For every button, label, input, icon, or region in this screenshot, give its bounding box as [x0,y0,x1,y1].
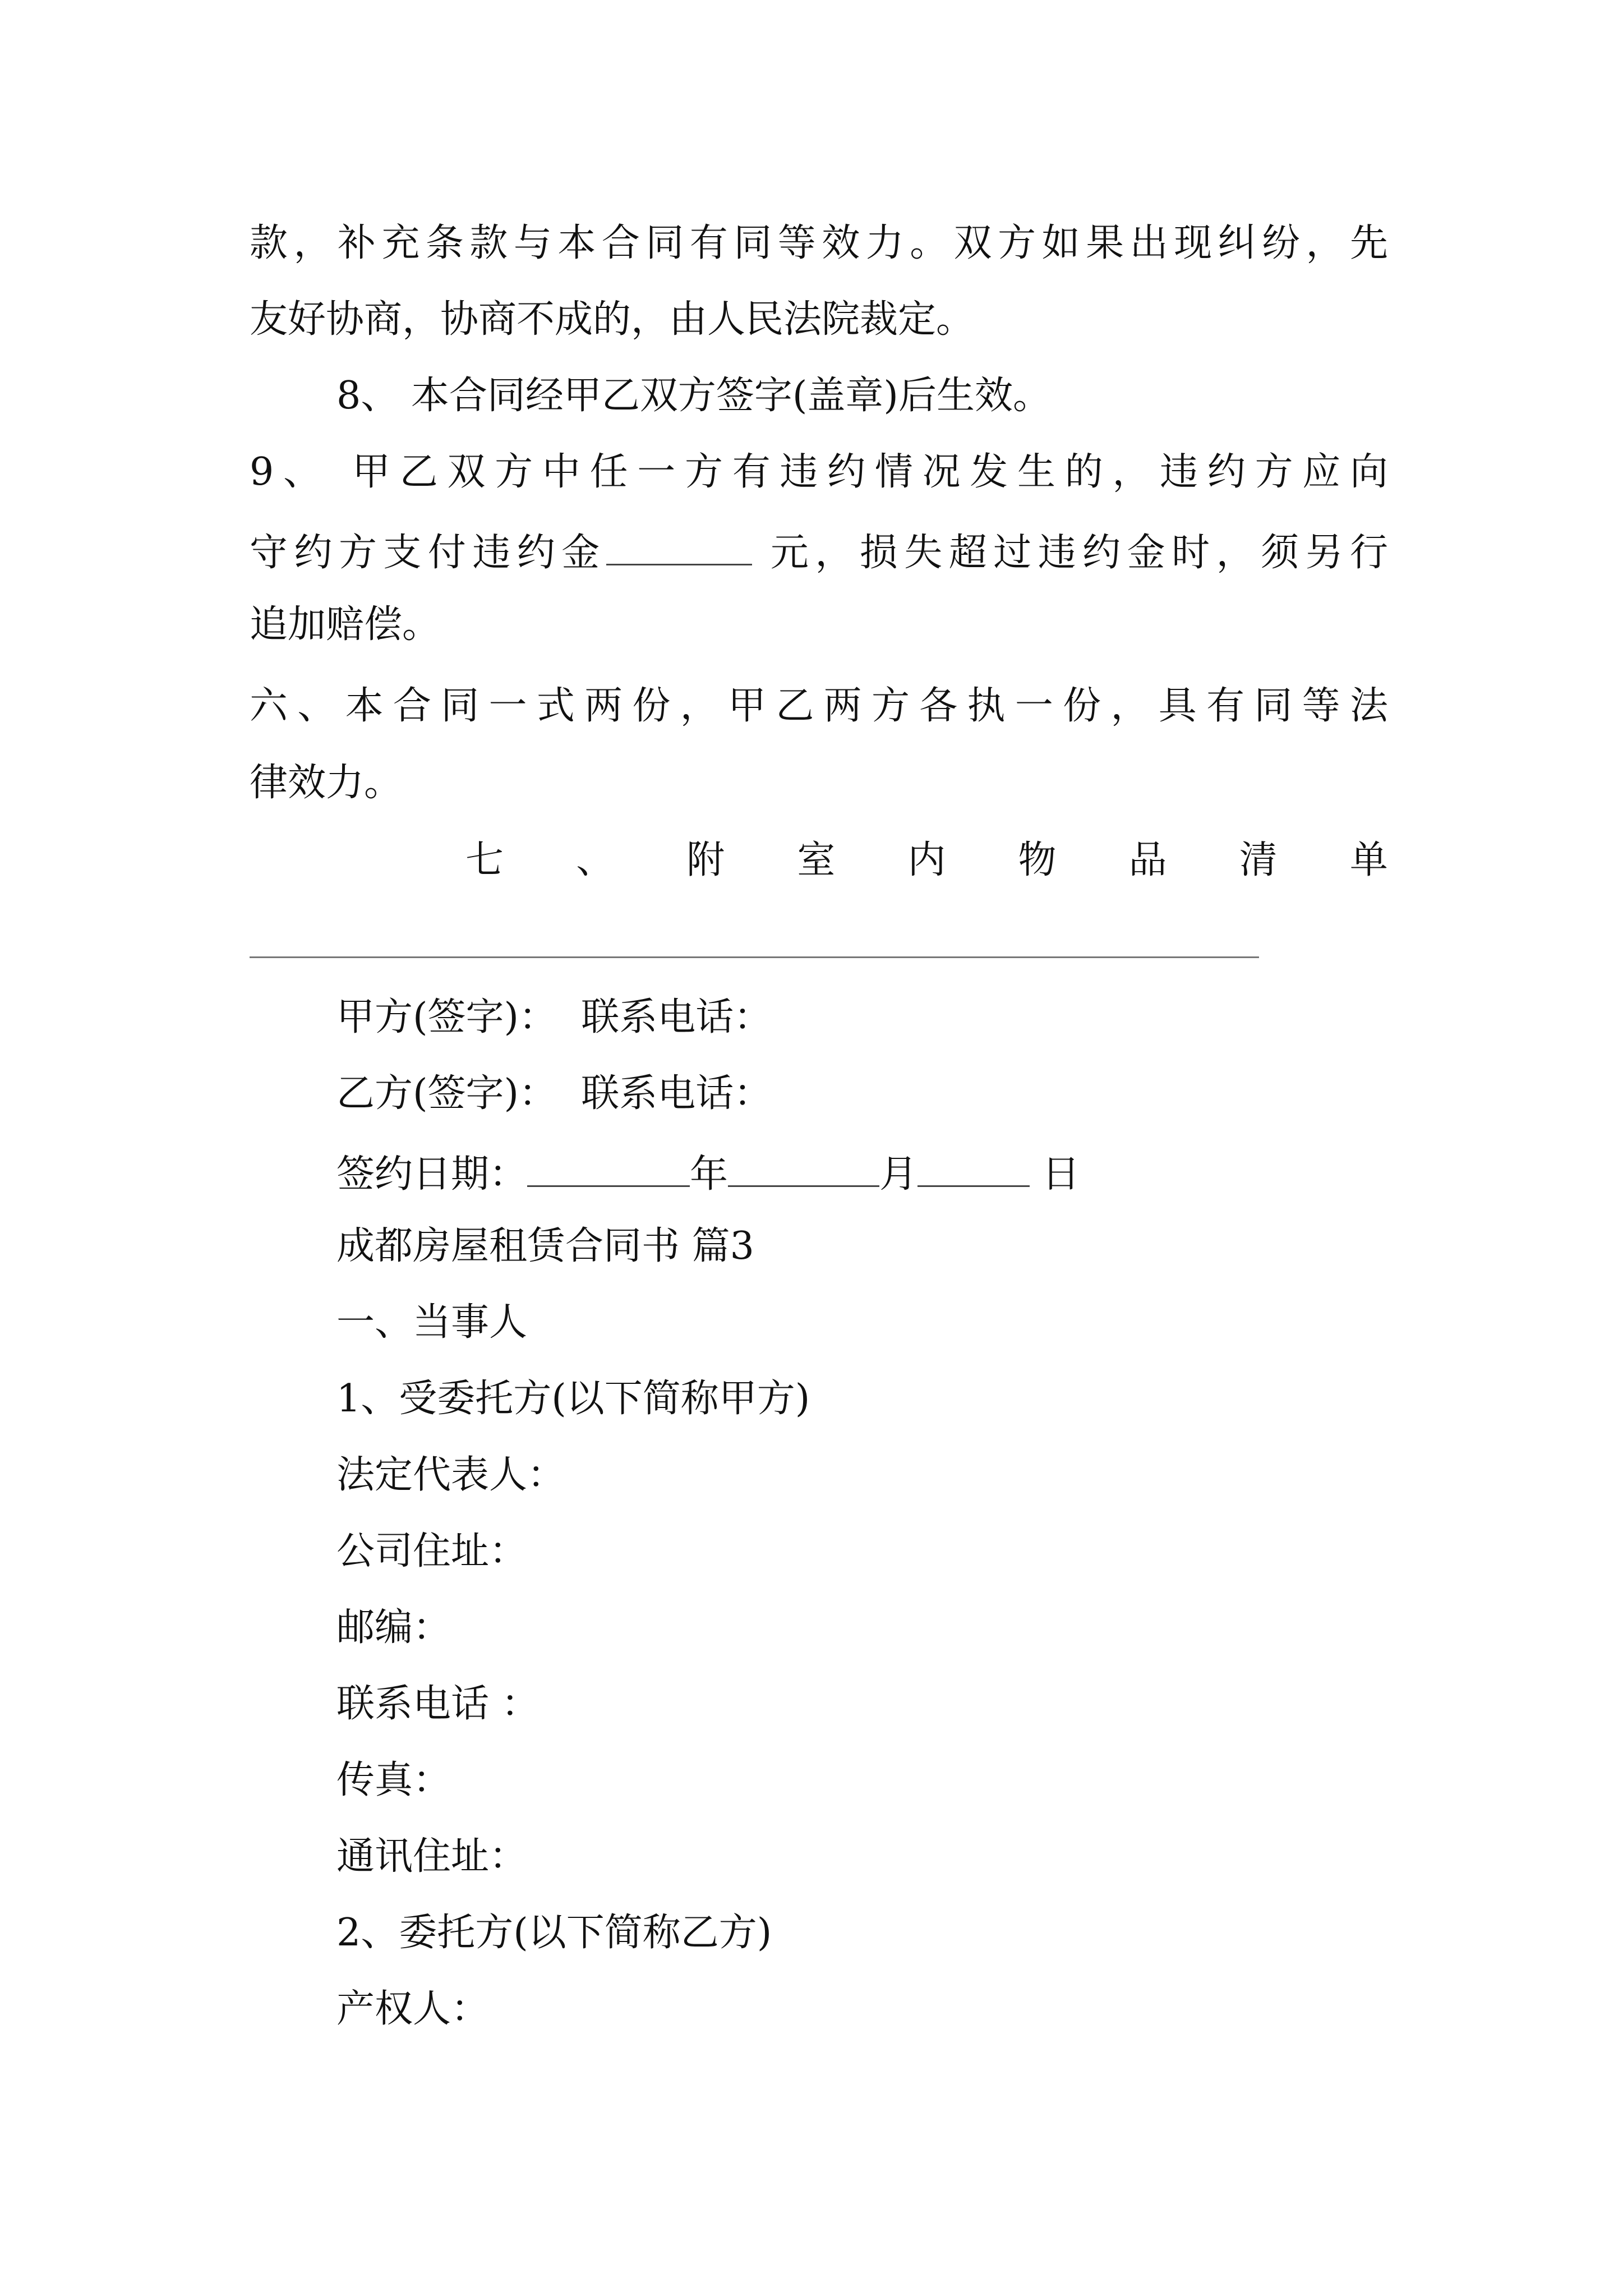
clause-6-line-1: 六、本合同一式两份，甲乙两方各执一份，具有同等法 [250,684,1388,728]
clause-8: 8、 本合同经甲乙双方签字(盖章)后生效。 [336,374,1051,418]
section-title: 成都房屋租赁合同书 篇3 [336,1224,754,1268]
parties-heading: 一、当事人 [336,1300,528,1345]
trustee-heading: 1、受委托方(以下简称甲方) [336,1377,810,1421]
clause-9-line-3: 追加赔偿。 [250,602,441,647]
month-blank [728,1151,879,1187]
year-blank [527,1151,690,1187]
trustor-heading: 2、委托方(以下简称乙方) [336,1911,772,1955]
clause-7-char: 清 [1239,838,1278,882]
clause-7-char: 、 [576,838,615,882]
clause-7-char: 内 [907,838,946,882]
inventory-fill-line [250,956,1259,958]
postcode-field: 邮编： [336,1605,451,1650]
year-label: 年 [690,1152,728,1197]
signing-date-label: 签约日期： [336,1152,528,1197]
company-address-field: 公司住址： [336,1529,528,1573]
day-label: 日 [1030,1152,1080,1197]
phone-field: 联系电话 ： [336,1682,540,1726]
clause-continuation-line-2: 友好协商，协商不成的，由人民法院裁定。 [250,297,975,342]
month-label: 月 [879,1152,918,1197]
clause-9-line-2 [250,530,1388,576]
clause-7-char: 室 [797,838,836,882]
clause-7-char: 附 [686,838,725,882]
day-blank [917,1151,1030,1187]
legal-representative-field: 法定代表人： [336,1453,566,1497]
clause-continuation-line-1: 款，补充条款与本合同有同等效力。双方如果出现纠纷，先 [250,221,1388,265]
fax-field: 传真： [336,1758,451,1802]
clause-6-line-2: 律效力。 [250,761,403,805]
clause-7-char: 单 [1349,838,1388,882]
property-owner-field: 产权人： [336,1987,490,2031]
clause-7-char: 物 [1018,838,1057,882]
clause-9-line-1: 9、 甲乙双方中任一方有违约情况发生的，违约方应向 [250,450,1388,494]
party-a-signature-line: 甲方(签字)： 联系电话： [336,995,772,1039]
clause-7-char: 七 [465,838,504,882]
mail-address-field: 通讯住址： [336,1834,528,1879]
clause-7-heading [465,838,1388,882]
penalty-amount-blank [606,530,752,565]
clause-9-text-b: 元，损失超过违约金时，须另行 [751,531,1388,576]
clause-9-text-a: 守约方支付违约金 [250,531,606,576]
signing-date-line [336,1151,1080,1197]
clause-7-char: 品 [1128,838,1167,882]
party-b-signature-line: 乙方(签字)： 联系电话： [336,1071,772,1116]
